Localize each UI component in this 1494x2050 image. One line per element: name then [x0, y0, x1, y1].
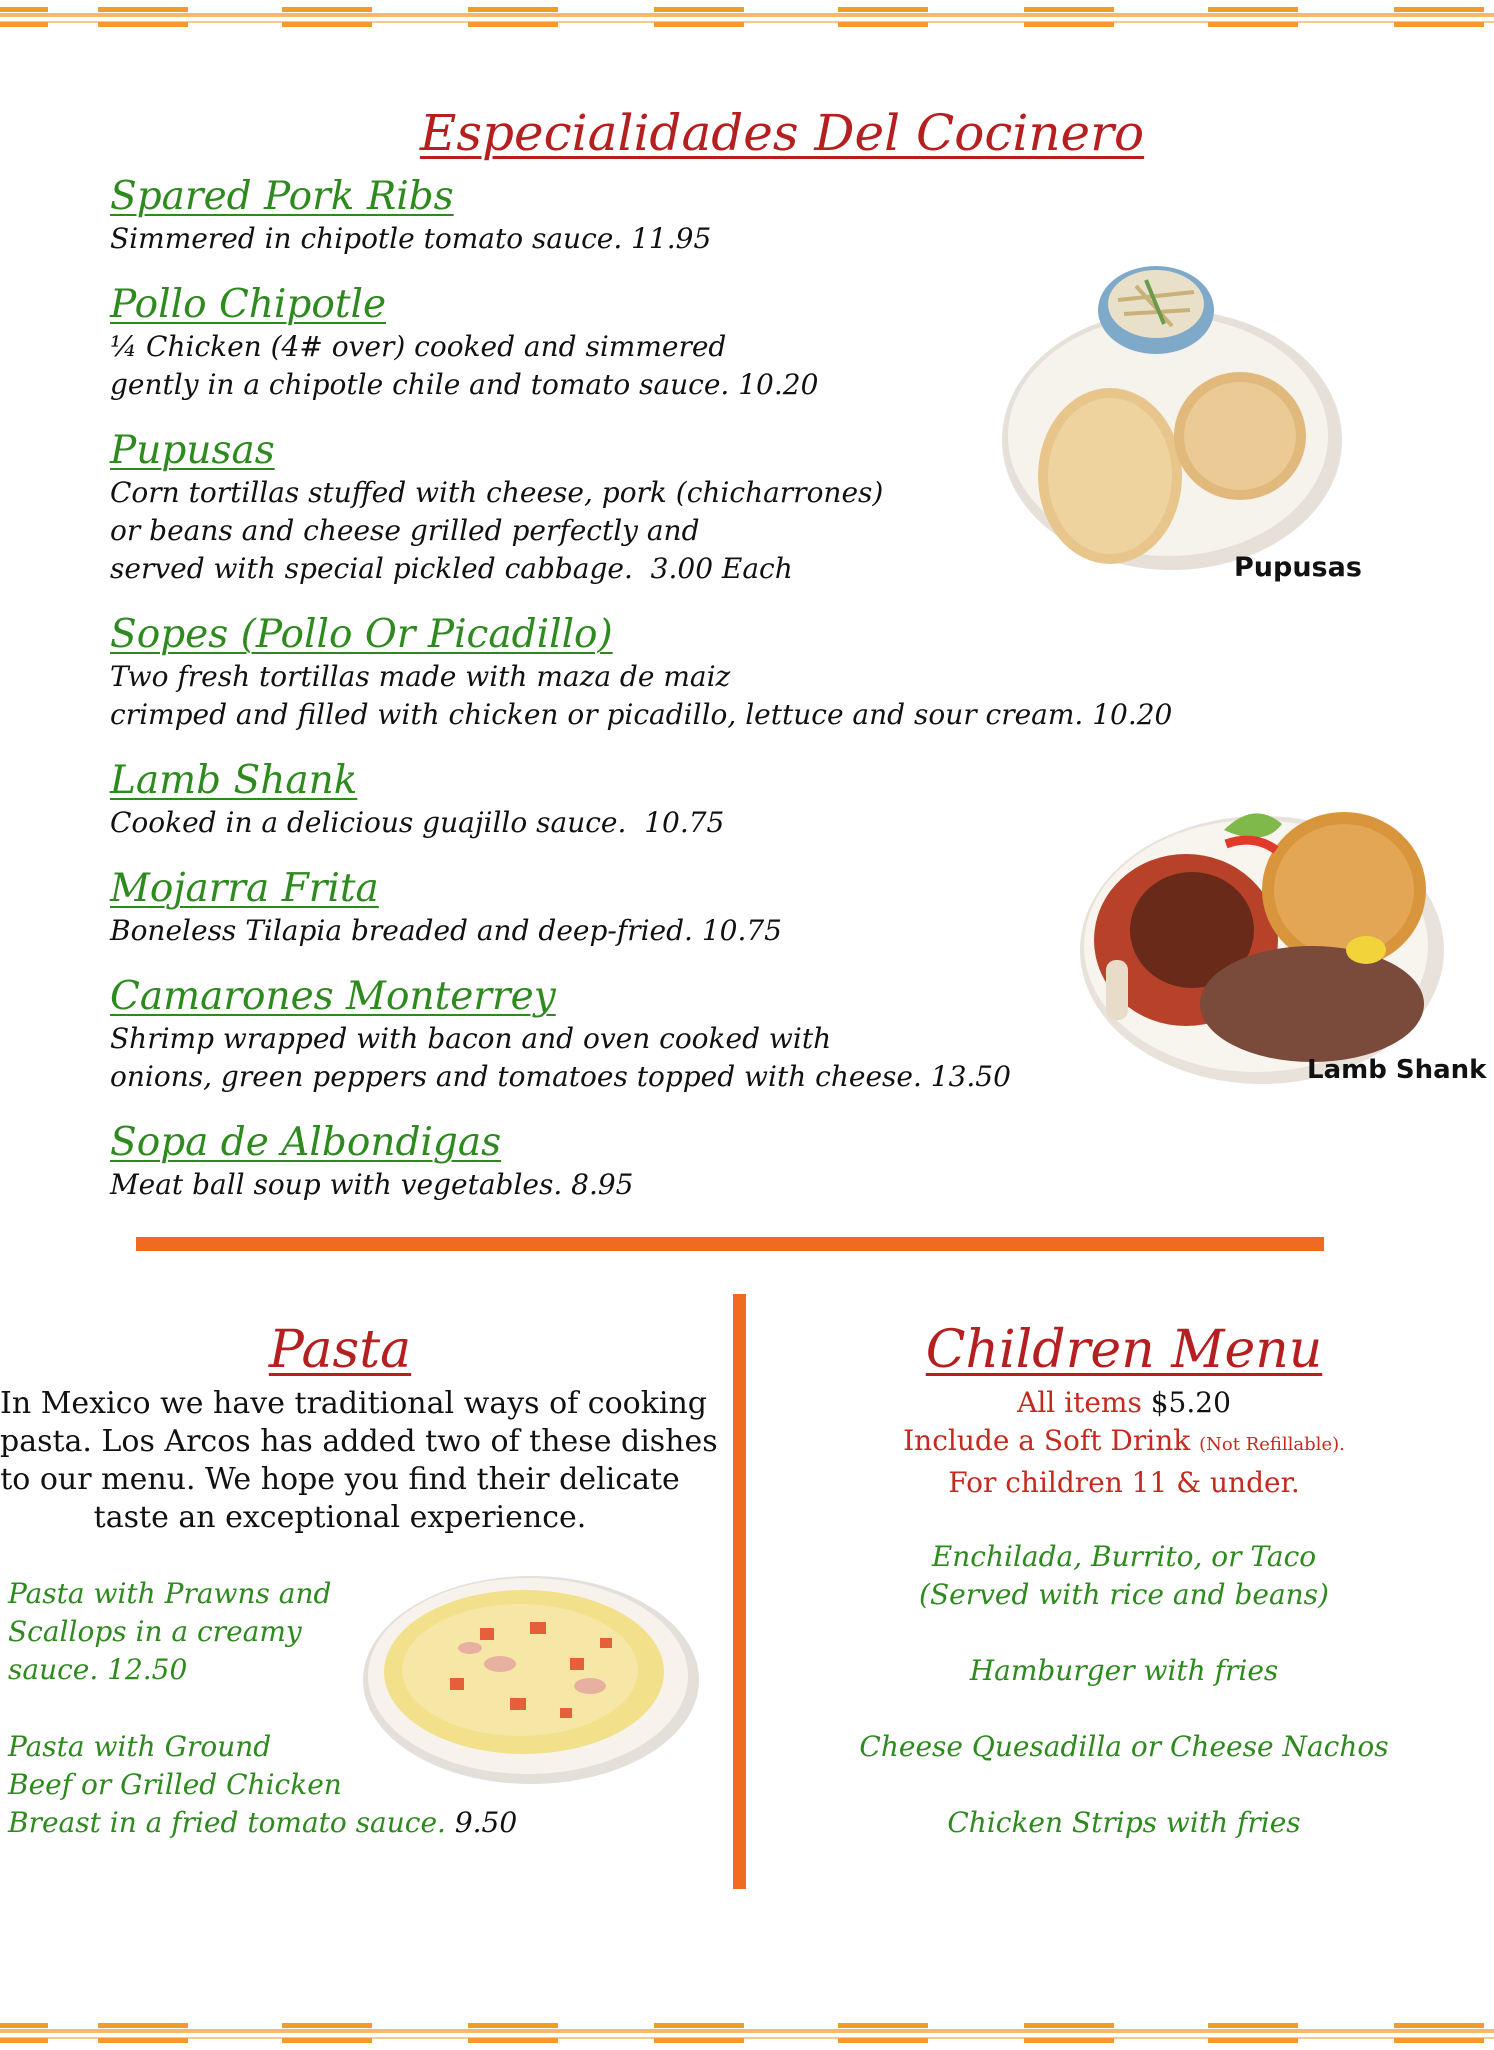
pasta-item-text: Breast in a fried tomato sauce. [8, 1806, 446, 1839]
pasta-item-line: Pasta with Ground [8, 1730, 272, 1763]
section-divider-vertical [733, 1294, 746, 1889]
item-name: Pollo Chipotle [110, 282, 387, 327]
item-description: onions, green peppers and tomatoes topped with cheese. 13.50 [110, 1060, 1011, 1093]
menu-item [110, 866, 782, 950]
children-menu-item [770, 1728, 1478, 1766]
item-name: Camarones Monterrey [110, 974, 556, 1019]
item-description: crimped and filled with chicken or picadillo, lettuce and sour cream. 10.20 [110, 698, 1173, 731]
menu-item [110, 282, 818, 404]
pupusas-photo [996, 240, 1348, 605]
item-description: Boneless Tilapia breaded and deep-fried. 10.75 [110, 914, 782, 947]
pasta-item [8, 1575, 331, 1689]
item-name: Sopa de Albondigas [110, 1120, 502, 1165]
pasta-intro-line: pasta. Los Arcos has added two of these dishes [0, 1424, 718, 1459]
pasta-item-line [8, 1804, 517, 1842]
pasta-item-line: Scallops in a creamy [8, 1615, 302, 1648]
item-description: Two fresh tortillas made with maza de maiz [110, 660, 731, 693]
children-drink-line [770, 1422, 1478, 1464]
all-items-price: $5.20 [1150, 1386, 1231, 1419]
pasta-intro [0, 1385, 718, 1537]
children-item-line: Cheese Quesadilla or Cheese Nachos [859, 1730, 1389, 1763]
menu-item [110, 1120, 634, 1204]
all-items-label: All items [1017, 1386, 1142, 1419]
pasta-title: Pasta [268, 1320, 412, 1380]
item-description: gently in a chipotle chile and tomato sauce. 10.20 [110, 368, 819, 401]
photo-caption: Pupusas [1234, 552, 1362, 583]
pasta-item-line: Pasta with Prawns and [8, 1577, 332, 1610]
photo-caption: Lamb Shank [1307, 1055, 1487, 1085]
menu-item [110, 974, 1011, 1096]
children-age-line: For children 11 & under. [948, 1466, 1300, 1499]
children-item-line: Enchilada, Burrito, or Taco [931, 1540, 1317, 1573]
drink-label: Include a Soft Drink [903, 1424, 1191, 1457]
pasta-intro-line: to our menu. We hope you find their delicate [0, 1462, 680, 1497]
children-menu-info [770, 1384, 1478, 1502]
item-description: Shrimp wrapped with bacon and oven cooked with [110, 1022, 832, 1055]
pasta-item-line: Beef or Grilled Chicken [8, 1768, 342, 1801]
menu-item [110, 758, 724, 842]
pasta-item-price: 9.50 [454, 1806, 518, 1839]
children-menu-item [770, 1652, 1478, 1690]
children-menu-item [770, 1804, 1478, 1842]
item-description: Meat ball soup with vegetables. 8.95 [110, 1168, 634, 1201]
item-description: Cooked in a delicious guajillo sauce. 10.75 [110, 806, 725, 839]
children-price-line [770, 1384, 1478, 1422]
children-item-line: Hamburger with fries [969, 1654, 1279, 1687]
item-description: Corn tortillas stuffed with cheese, pork (chicharrones) [110, 476, 884, 509]
item-name: Pupusas [110, 428, 275, 473]
pasta-photo [360, 1568, 702, 1788]
bottom-decorative-border [0, 2016, 1494, 2050]
pasta-intro-line: taste an exceptional experience. [93, 1500, 587, 1535]
drink-note: (Not Refillable) [1199, 1434, 1340, 1455]
item-description: or beans and cheese grilled perfectly and [110, 514, 700, 547]
children-menu-item [770, 1538, 1478, 1614]
menu-item [110, 428, 883, 588]
item-description: ¼ Chicken (4# over) cooked and simmered [110, 330, 727, 363]
section-divider-horizontal [136, 1237, 1324, 1251]
menu-item [110, 612, 1172, 734]
pasta-intro-line: In Mexico we have traditional ways of cooking [0, 1386, 708, 1421]
item-name: Mojarra Frita [110, 866, 379, 911]
item-name: Sopes (Pollo Or Picadillo) [110, 612, 613, 657]
children-menu-title: Children Menu [925, 1320, 1323, 1380]
item-name: Lamb Shank [110, 758, 358, 803]
children-item-line: Chicken Strips with fries [947, 1806, 1301, 1839]
item-description: served with special pickled cabbage. 3.00 Each [110, 552, 793, 585]
item-name: Spared Pork Ribs [110, 174, 454, 219]
menu-item [110, 174, 711, 258]
pasta-item-line: sauce. 12.50 [8, 1653, 188, 1686]
top-decorative-border [0, 0, 1494, 34]
page-title: Especialidades Del Cocinero [419, 104, 1145, 162]
item-description: Simmered in chipotle tomato sauce. 11.95 [110, 222, 712, 255]
lamb-shank-photo [1076, 780, 1450, 1086]
children-item-line: (Served with rice and beans) [919, 1578, 1329, 1611]
drink-end: . [1339, 1434, 1345, 1455]
